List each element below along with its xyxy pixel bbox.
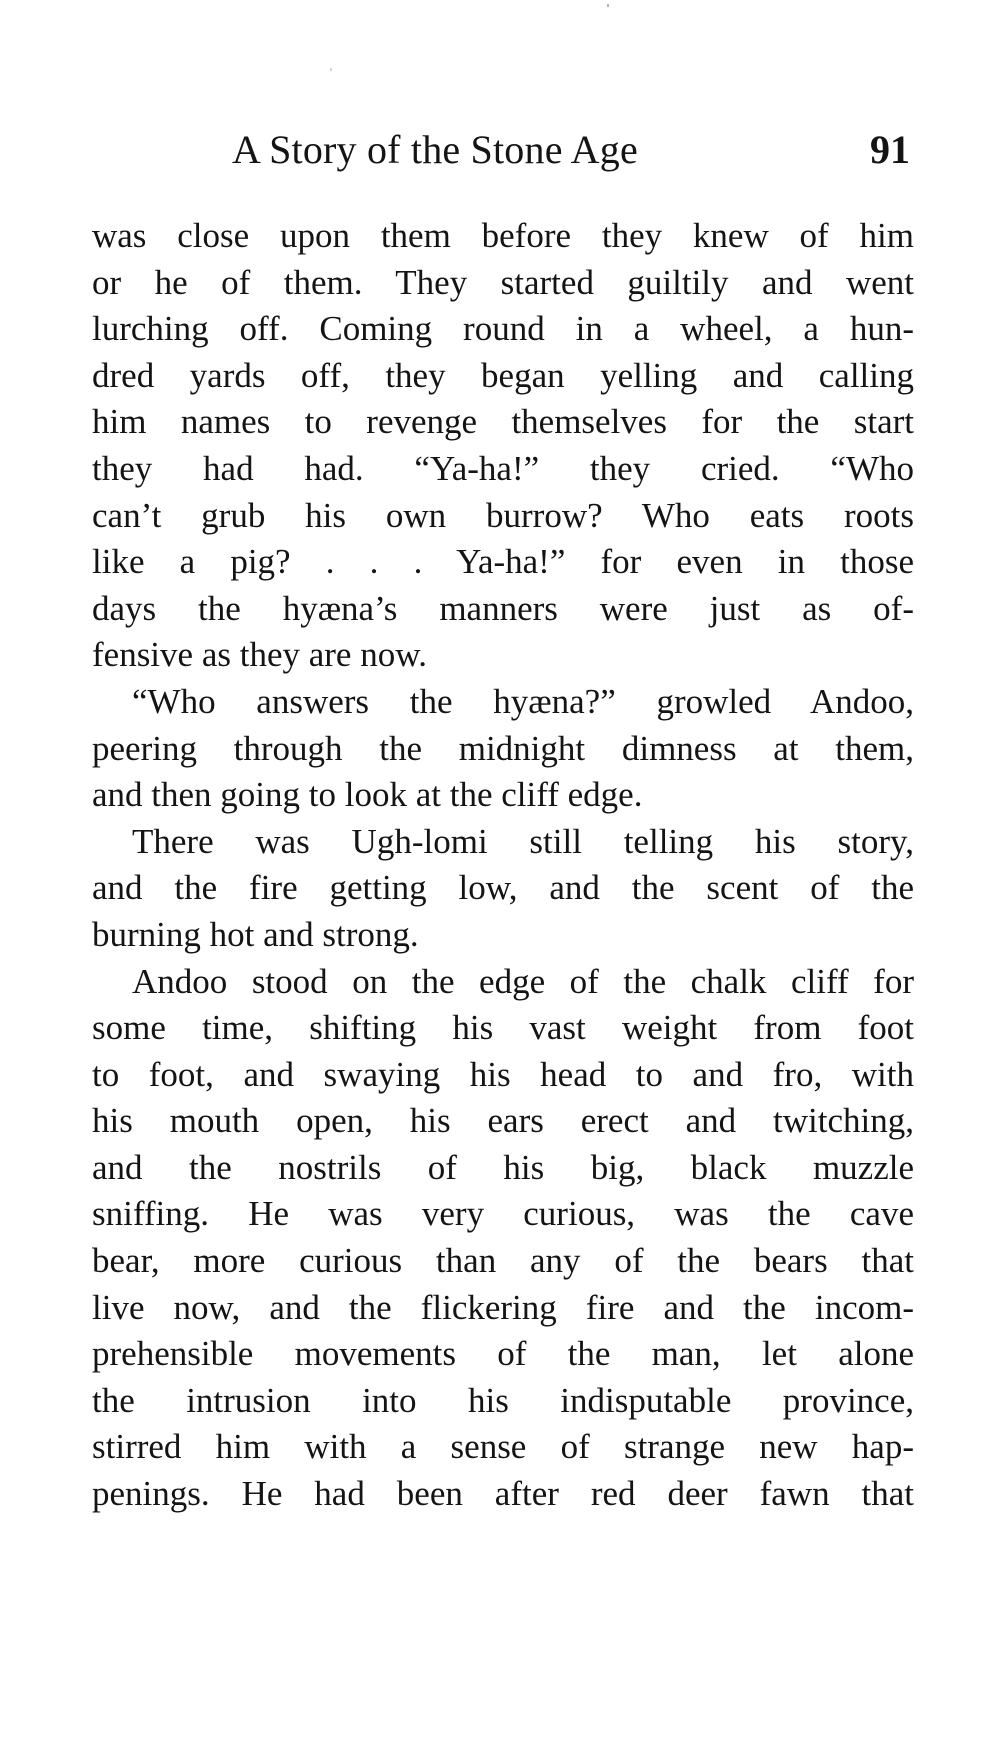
running-title: A Story of the Stone Age — [232, 127, 638, 172]
text-line: “Who answers the hyæna?” growled Andoo, — [132, 681, 914, 721]
text-line: sniffing. He was very curious, was the cave — [92, 1194, 914, 1234]
text-line: fensive as they are now. — [92, 635, 427, 675]
text-line: the intrusion into his indisputable province, — [92, 1380, 914, 1420]
text-line: was close upon them before they knew of him — [92, 216, 914, 255]
paragraph-1 — [92, 213, 914, 679]
text-line: him names to revenge themselves for the start — [92, 402, 914, 442]
text-line: and then going to look at the cliff edge. — [92, 775, 643, 815]
text-line: bear, more curious than any of the bears that — [92, 1241, 914, 1281]
text-line: There was Ugh-lomi still telling his story, — [132, 821, 914, 861]
text-line: stirred him with a sense of strange new hap- — [92, 1427, 914, 1467]
scan-speck — [607, 4, 609, 7]
scan-speck — [330, 68, 332, 71]
text-line: lurching off. Coming round in a wheel, a hun- — [92, 309, 914, 349]
text-line: like a pig? . . . Ya-ha!” for even in those — [92, 542, 914, 582]
running-head — [92, 126, 914, 186]
paragraph-2 — [92, 679, 914, 819]
text-line: peering through the midnight dimness at them, — [92, 728, 914, 768]
paragraph-3 — [92, 819, 914, 959]
text-line: his mouth open, his ears erect and twitching, — [92, 1101, 914, 1141]
text-line: live now, and the flickering fire and the incom- — [92, 1287, 914, 1327]
text-line: can’t grub his own burrow? Who eats roots — [92, 495, 914, 535]
text-line: prehensible movements of the man, let alone — [92, 1334, 914, 1374]
text-line: to foot, and swaying his head to and fro, with — [92, 1054, 914, 1094]
text-line: days the hyæna’s manners were just as of- — [92, 588, 914, 628]
text-line: and the fire getting low, and the scent of the — [92, 868, 914, 908]
text-line: or he of them. They started guiltily and went — [92, 262, 914, 302]
text-line: penings. He had been after red deer fawn that — [92, 1474, 914, 1514]
text-line: dred yards off, they began yelling and calling — [92, 355, 914, 395]
text-line: Andoo stood on the edge of the chalk cliff for — [132, 961, 914, 1001]
text-line: burning hot and strong. — [92, 914, 419, 954]
text-line: and the nostrils of his big, black muzzle — [92, 1147, 914, 1187]
text-line: some time, shifting his vast weight from foot — [92, 1008, 914, 1048]
body-text — [92, 213, 914, 1518]
text-line: they had had. “Ya-ha!” they cried. “Who — [92, 448, 914, 488]
paragraph-4 — [92, 959, 914, 1518]
page-number: 91 — [870, 127, 910, 172]
